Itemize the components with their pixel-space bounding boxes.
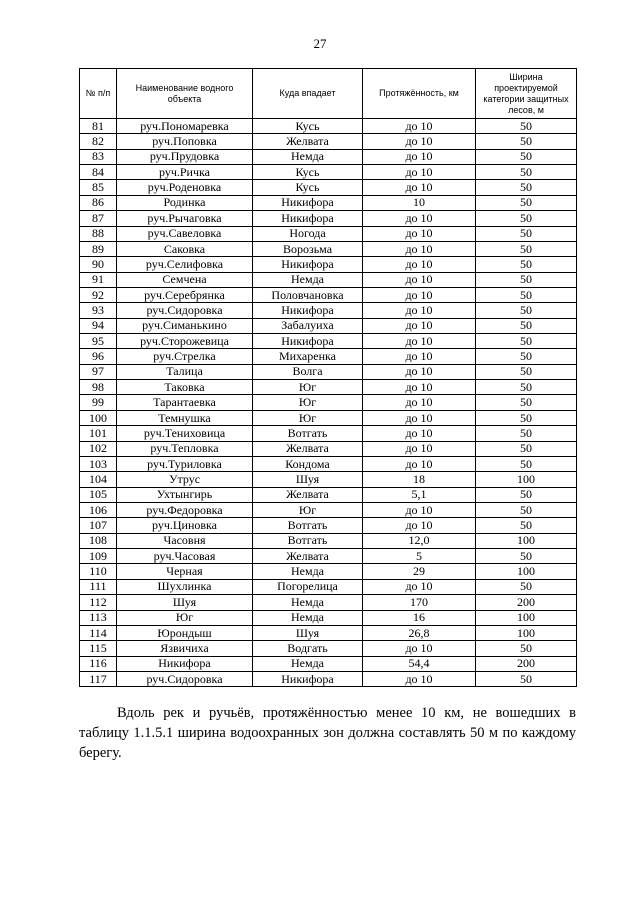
cell-width: 100	[476, 472, 577, 487]
cell-num: 107	[80, 518, 117, 533]
cell-num: 89	[80, 241, 117, 256]
table-row	[80, 441, 577, 456]
cell-num: 101	[80, 426, 117, 441]
cell-width: 50	[476, 241, 577, 256]
cell-outflow: Шуя	[253, 625, 363, 640]
cell-outflow: Юг	[253, 395, 363, 410]
table-row	[80, 257, 577, 272]
cell-length: до 10	[363, 395, 476, 410]
cell-name: Талица	[117, 364, 253, 379]
cell-name: Утрус	[117, 472, 253, 487]
cell-length: до 10	[363, 364, 476, 379]
cell-length: до 10	[363, 241, 476, 256]
cell-outflow: Ногода	[253, 226, 363, 241]
cell-width: 50	[476, 134, 577, 149]
cell-width: 50	[476, 456, 577, 471]
table-row	[80, 610, 577, 625]
cell-length: до 10	[363, 165, 476, 180]
cell-num: 84	[80, 165, 117, 180]
table-row	[80, 533, 577, 548]
cell-length: до 10	[363, 180, 476, 195]
cell-outflow: Вотгать	[253, 533, 363, 548]
cell-width: 100	[476, 625, 577, 640]
cell-num: 108	[80, 533, 117, 548]
cell-outflow: Никифора	[253, 195, 363, 210]
cell-outflow: Кусь	[253, 180, 363, 195]
cell-name: Саковка	[117, 241, 253, 256]
header-width: Ширина проектируемой категории защитных лесов, м	[476, 69, 577, 119]
cell-length: до 10	[363, 349, 476, 364]
cell-width: 50	[476, 502, 577, 517]
cell-outflow: Кондома	[253, 456, 363, 471]
cell-length: 54,4	[363, 656, 476, 671]
cell-num: 98	[80, 380, 117, 395]
cell-width: 50	[476, 303, 577, 318]
cell-num: 85	[80, 180, 117, 195]
cell-length: до 10	[363, 641, 476, 656]
cell-name: Темнушка	[117, 410, 253, 425]
table-row	[80, 671, 577, 686]
cell-outflow: Юг	[253, 380, 363, 395]
cell-width: 200	[476, 595, 577, 610]
cell-name: Тарантаевка	[117, 395, 253, 410]
cell-length: до 10	[363, 410, 476, 425]
table-row	[80, 502, 577, 517]
water-bodies-table	[79, 68, 577, 687]
cell-width: 50	[476, 395, 577, 410]
cell-length: до 10	[363, 671, 476, 686]
cell-length: 5	[363, 549, 476, 564]
cell-name: руч.Стрелка	[117, 349, 253, 364]
table-row	[80, 303, 577, 318]
cell-name: Никифора	[117, 656, 253, 671]
cell-num: 111	[80, 579, 117, 594]
cell-num: 110	[80, 564, 117, 579]
cell-name: руч.Роденовка	[117, 180, 253, 195]
table-row	[80, 272, 577, 287]
cell-outflow: Кусь	[253, 119, 363, 134]
cell-name: Юрондыш	[117, 625, 253, 640]
cell-name: руч.Ричка	[117, 165, 253, 180]
cell-length: до 10	[363, 441, 476, 456]
cell-width: 50	[476, 487, 577, 502]
cell-num: 100	[80, 410, 117, 425]
cell-outflow: Забалуиха	[253, 318, 363, 333]
header-name: Наименование водного объекта	[117, 69, 253, 119]
cell-name: Шухлинка	[117, 579, 253, 594]
cell-name: руч.Сторожевица	[117, 334, 253, 349]
cell-length: до 10	[363, 502, 476, 517]
cell-width: 200	[476, 656, 577, 671]
cell-width: 50	[476, 272, 577, 287]
cell-name: руч.Селифовка	[117, 257, 253, 272]
cell-num: 109	[80, 549, 117, 564]
cell-name: руч.Прудовка	[117, 149, 253, 164]
table-row	[80, 380, 577, 395]
cell-outflow: Немда	[253, 595, 363, 610]
page-number: 27	[313, 36, 327, 51]
header-outflow: Куда впадает	[253, 69, 363, 119]
table-row	[80, 119, 577, 134]
cell-length: до 10	[363, 380, 476, 395]
cell-outflow: Никифора	[253, 671, 363, 686]
table-row	[80, 364, 577, 379]
cell-num: 104	[80, 472, 117, 487]
cell-outflow: Немда	[253, 656, 363, 671]
cell-width: 50	[476, 364, 577, 379]
cell-num: 117	[80, 671, 117, 686]
cell-outflow: Юг	[253, 410, 363, 425]
cell-name: руч.Тениховица	[117, 426, 253, 441]
cell-num: 93	[80, 303, 117, 318]
cell-name: руч.Федоровка	[117, 502, 253, 517]
cell-num: 86	[80, 195, 117, 210]
table-row	[80, 226, 577, 241]
table-row	[80, 287, 577, 302]
table-row	[80, 595, 577, 610]
cell-outflow: Желвата	[253, 441, 363, 456]
cell-name: руч.Пономаревка	[117, 119, 253, 134]
cell-outflow: Никифора	[253, 303, 363, 318]
footer-paragraph: Вдоль рек и ручьёв, протяжённостью менее 10 км, не вошедших в таблицу 1.1.5.1 ширина водоохранных зон должна составлять 50 м по каждому берегу.	[79, 705, 576, 761]
cell-num: 113	[80, 610, 117, 625]
table-row	[80, 656, 577, 671]
table-row	[80, 564, 577, 579]
cell-length: до 10	[363, 579, 476, 594]
cell-outflow: Вотгать	[253, 426, 363, 441]
cell-length: 10	[363, 195, 476, 210]
cell-length: до 10	[363, 303, 476, 318]
cell-num: 116	[80, 656, 117, 671]
cell-outflow: Шуя	[253, 472, 363, 487]
table-row	[80, 395, 577, 410]
table-row	[80, 426, 577, 441]
cell-length: 5,1	[363, 487, 476, 502]
table-row	[80, 625, 577, 640]
cell-length: 26,8	[363, 625, 476, 640]
cell-outflow: Никифора	[253, 257, 363, 272]
cell-name: Юг	[117, 610, 253, 625]
cell-width: 50	[476, 334, 577, 349]
cell-width: 100	[476, 533, 577, 548]
cell-name: Черная	[117, 564, 253, 579]
cell-outflow: Желвата	[253, 134, 363, 149]
table-row	[80, 349, 577, 364]
cell-length: до 10	[363, 211, 476, 226]
table-row	[80, 241, 577, 256]
cell-width: 50	[476, 318, 577, 333]
cell-num: 102	[80, 441, 117, 456]
cell-name: Семчена	[117, 272, 253, 287]
cell-outflow: Михаренка	[253, 349, 363, 364]
cell-width: 50	[476, 119, 577, 134]
cell-name: руч.Серебрянка	[117, 287, 253, 302]
cell-length: до 10	[363, 119, 476, 134]
cell-width: 50	[476, 226, 577, 241]
cell-width: 50	[476, 441, 577, 456]
table-row	[80, 472, 577, 487]
table-row	[80, 641, 577, 656]
cell-width: 50	[476, 287, 577, 302]
cell-length: 12,0	[363, 533, 476, 548]
cell-length: до 10	[363, 287, 476, 302]
table-header-row	[80, 69, 577, 119]
table-row	[80, 518, 577, 533]
cell-num: 114	[80, 625, 117, 640]
table-row	[80, 456, 577, 471]
cell-width: 50	[476, 380, 577, 395]
table-row	[80, 334, 577, 349]
cell-num: 115	[80, 641, 117, 656]
cell-num: 96	[80, 349, 117, 364]
cell-num: 82	[80, 134, 117, 149]
cell-width: 50	[476, 257, 577, 272]
cell-outflow: Волга	[253, 364, 363, 379]
cell-outflow: Немда	[253, 564, 363, 579]
cell-width: 50	[476, 426, 577, 441]
cell-name: Шуя	[117, 595, 253, 610]
cell-num: 105	[80, 487, 117, 502]
cell-length: до 10	[363, 518, 476, 533]
cell-name: Часовня	[117, 533, 253, 548]
table-row	[80, 211, 577, 226]
table-row	[80, 165, 577, 180]
cell-num: 90	[80, 257, 117, 272]
cell-outflow: Половчановка	[253, 287, 363, 302]
cell-length: до 10	[363, 226, 476, 241]
cell-width: 50	[476, 579, 577, 594]
cell-name: руч.Часовая	[117, 549, 253, 564]
table-row	[80, 318, 577, 333]
cell-num: 103	[80, 456, 117, 471]
cell-name: руч.Циновка	[117, 518, 253, 533]
cell-width: 50	[476, 549, 577, 564]
cell-length: до 10	[363, 149, 476, 164]
cell-width: 50	[476, 349, 577, 364]
cell-outflow: Никифора	[253, 211, 363, 226]
cell-width: 50	[476, 211, 577, 226]
cell-num: 106	[80, 502, 117, 517]
cell-num: 94	[80, 318, 117, 333]
header-num: № п/п	[80, 69, 117, 119]
cell-name: руч.Симанькино	[117, 318, 253, 333]
cell-width: 100	[476, 564, 577, 579]
table-row	[80, 487, 577, 502]
cell-length: до 10	[363, 257, 476, 272]
table-row	[80, 579, 577, 594]
cell-length: до 10	[363, 334, 476, 349]
table-row	[80, 410, 577, 425]
cell-name: Язвичиха	[117, 641, 253, 656]
cell-outflow: Желвата	[253, 549, 363, 564]
cell-num: 99	[80, 395, 117, 410]
cell-outflow: Немда	[253, 272, 363, 287]
cell-outflow: Ворозьма	[253, 241, 363, 256]
cell-length: 170	[363, 595, 476, 610]
cell-length: до 10	[363, 134, 476, 149]
cell-num: 92	[80, 287, 117, 302]
cell-outflow: Вотгать	[253, 518, 363, 533]
cell-name: Таковка	[117, 380, 253, 395]
cell-name: Ухтынгирь	[117, 487, 253, 502]
cell-length: 18	[363, 472, 476, 487]
cell-name: руч.Поповка	[117, 134, 253, 149]
cell-width: 50	[476, 641, 577, 656]
cell-num: 83	[80, 149, 117, 164]
cell-name: руч.Сидоровка	[117, 671, 253, 686]
cell-name: руч.Рычаговка	[117, 211, 253, 226]
cell-width: 50	[476, 410, 577, 425]
table-row	[80, 549, 577, 564]
cell-width: 100	[476, 610, 577, 625]
cell-num: 88	[80, 226, 117, 241]
cell-num: 112	[80, 595, 117, 610]
cell-length: до 10	[363, 456, 476, 471]
cell-length: до 10	[363, 426, 476, 441]
cell-name: руч.Туриловка	[117, 456, 253, 471]
cell-width: 50	[476, 165, 577, 180]
cell-num: 91	[80, 272, 117, 287]
cell-name: руч.Савеловка	[117, 226, 253, 241]
cell-length: 16	[363, 610, 476, 625]
cell-outflow: Юг	[253, 502, 363, 517]
cell-width: 50	[476, 195, 577, 210]
cell-width: 50	[476, 518, 577, 533]
cell-width: 50	[476, 671, 577, 686]
cell-name: руч.Тепловка	[117, 441, 253, 456]
cell-num: 95	[80, 334, 117, 349]
table-row	[80, 134, 577, 149]
cell-num: 87	[80, 211, 117, 226]
cell-num: 97	[80, 364, 117, 379]
cell-name: Родинка	[117, 195, 253, 210]
cell-length: до 10	[363, 272, 476, 287]
cell-outflow: Никифора	[253, 334, 363, 349]
table-row	[80, 195, 577, 210]
cell-length: до 10	[363, 318, 476, 333]
table-body	[80, 119, 577, 687]
cell-outflow: Желвата	[253, 487, 363, 502]
table-row	[80, 180, 577, 195]
cell-width: 50	[476, 149, 577, 164]
cell-name: руч.Сидоровка	[117, 303, 253, 318]
cell-width: 50	[476, 180, 577, 195]
cell-outflow: Немда	[253, 149, 363, 164]
cell-outflow: Погорелица	[253, 579, 363, 594]
cell-num: 81	[80, 119, 117, 134]
cell-length: 29	[363, 564, 476, 579]
header-length: Протяжённость, км	[363, 69, 476, 119]
cell-outflow: Немда	[253, 610, 363, 625]
cell-outflow: Кусь	[253, 165, 363, 180]
cell-outflow: Водгать	[253, 641, 363, 656]
table-row	[80, 149, 577, 164]
